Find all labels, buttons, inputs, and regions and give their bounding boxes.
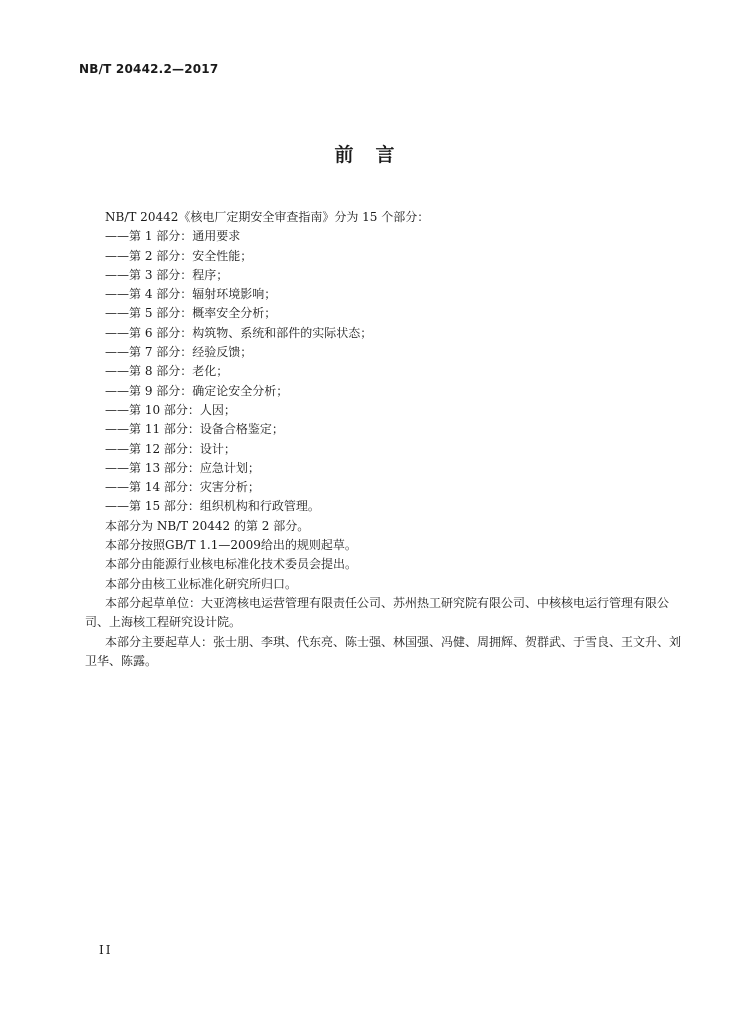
part-list-item: ——第 7 部分：经验反馈； (105, 345, 253, 360)
page-title: 前言 (334, 144, 417, 166)
part-list-item: ——第 10 部分：人因； (105, 402, 236, 417)
part-list-item: ——第 1 部分：通用要求 (105, 229, 241, 244)
note-part-of: 本部分为 NB/T 20442 的第 2 部分。 (105, 518, 310, 533)
page-number: II (99, 943, 113, 957)
note-drafters: 本部分主要起草人：张士朋、李琪、代东亮、陈士强、林国强、冯健、周拥辉、贺群武、于雪良、王文升、刘卫华、陈露。 (85, 634, 682, 668)
part-list-item: ——第 12 部分：设计； (105, 441, 236, 456)
part-list-item: ——第 9 部分：确定论安全分析； (105, 383, 289, 398)
part-list-item: ——第 2 部分：安全性能； (105, 248, 253, 263)
part-list-item: ——第 13 部分：应急计划； (105, 460, 260, 475)
part-list-item: ——第 14 部分：灾害分析； (105, 480, 260, 495)
part-list-item: ——第 15 部分：组织机构和行政管理。 (105, 499, 320, 514)
part-list-item: ——第 5 部分：概率安全分析； (105, 306, 277, 321)
note-proposed-by: 本部分由能源行业核电标准化技术委员会提出。 (105, 557, 358, 572)
note-drafting-rule: 本部分按照GB/T 1.1—2009给出的规则起草。 (105, 538, 357, 553)
intro-line: NB/T 20442《核电厂定期安全审查指南》分为 15 个部分： (105, 210, 430, 224)
foreword-body (85, 208, 685, 671)
part-list-item: ——第 3 部分：程序； (105, 267, 229, 282)
part-list-item: ——第 4 部分：辐射环境影响； (105, 287, 277, 302)
part-list-item: ——第 6 部分：构筑物、系统和部件的实际状态； (105, 325, 373, 340)
part-list-item: ——第 8 部分：老化； (105, 364, 229, 379)
note-managed-by: 本部分由核工业标准化研究所归口。 (105, 576, 298, 591)
note-drafting-units: 本部分起草单位：大亚湾核电运营管理有限责任公司、苏州热工研究院有限公司、中核核电运行管理有限公司、上海核工程研究设计院。 (85, 595, 670, 630)
part-list-item: ——第 11 部分：设备合格鉴定； (105, 422, 284, 437)
document-number: NB/T 20442.2—2017 (79, 62, 219, 76)
